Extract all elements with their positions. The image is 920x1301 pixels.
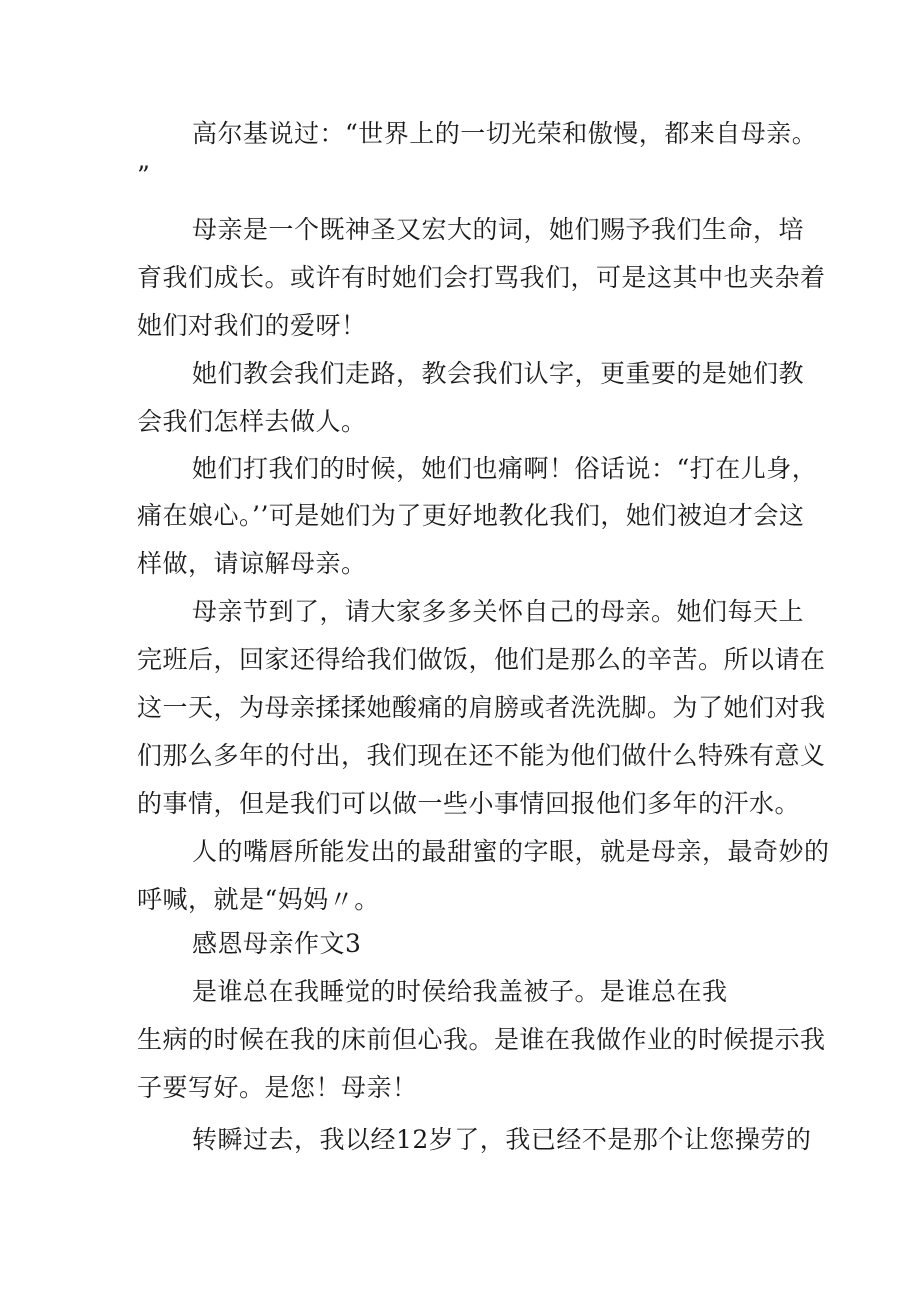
text-line: 她们打我们的时候，她们也痛啊！俗话说：“打在儿身， (192, 454, 818, 483)
text-line: 子要写好。是您！母亲！ (137, 1073, 418, 1102)
text-line: 痛在娘心。’’可是她们为了更好地教化我们，她们被迫才会这 (137, 501, 805, 530)
text-line: 们那么多年的付出，我们现在还不能为他们做什么特殊有意义 (137, 741, 826, 770)
text-line: 会我们怎样去做人。 (137, 407, 367, 436)
text-line: 的事情，但是我们可以做一些小事情回报他们多年的汗水。 (137, 789, 801, 818)
text-line: 人的嘴唇所能发出的最甜蜜的字眼，就是母亲，最奇妙的 (192, 837, 830, 866)
text-line: 她们教会我们走路，教会我们认字，更重要的是她们教 (192, 359, 805, 388)
text-line: 母亲是一个既神圣又宏大的词，她们赐予我们生命，培 (192, 215, 805, 244)
text-line: 育我们成长。或许有时她们会打骂我们，可是这其中也夹杂着 (137, 263, 826, 292)
section-heading: 感恩母亲作文3 (192, 929, 362, 958)
text-line: 转瞬过去，我以经12岁了，我已经不是那个让您操劳的 (192, 1125, 812, 1154)
text-line: 样做，请谅解母亲。 (137, 549, 367, 578)
text-line: 这一天，为母亲揉揉她酸痛的肩膀或者洗洗脚。为了她们对我 (137, 693, 826, 722)
text-line: 呼喊，就是“妈妈〃。 (137, 885, 380, 914)
text-line: 高尔基说过：“世界上的一切光荣和傲慢，都来自母亲。 (192, 119, 818, 148)
text-line: 是谁总在我睡觉的时侯给我盖被子。是谁总在我 (192, 977, 728, 1006)
text-line: 完班后，回家还得给我们做饭，他们是那么的辛苦。所以请在 (137, 645, 826, 674)
text-line: ” (137, 161, 151, 190)
text-line: 母亲节到了，请大家多多关怀自己的母亲。她们每天上 (192, 597, 805, 626)
text-line: 她们对我们的爱呀！ (137, 311, 367, 340)
text-line: 生病的时候在我的床前但心我。是谁在我做作业的时候提示我 (137, 1025, 826, 1054)
